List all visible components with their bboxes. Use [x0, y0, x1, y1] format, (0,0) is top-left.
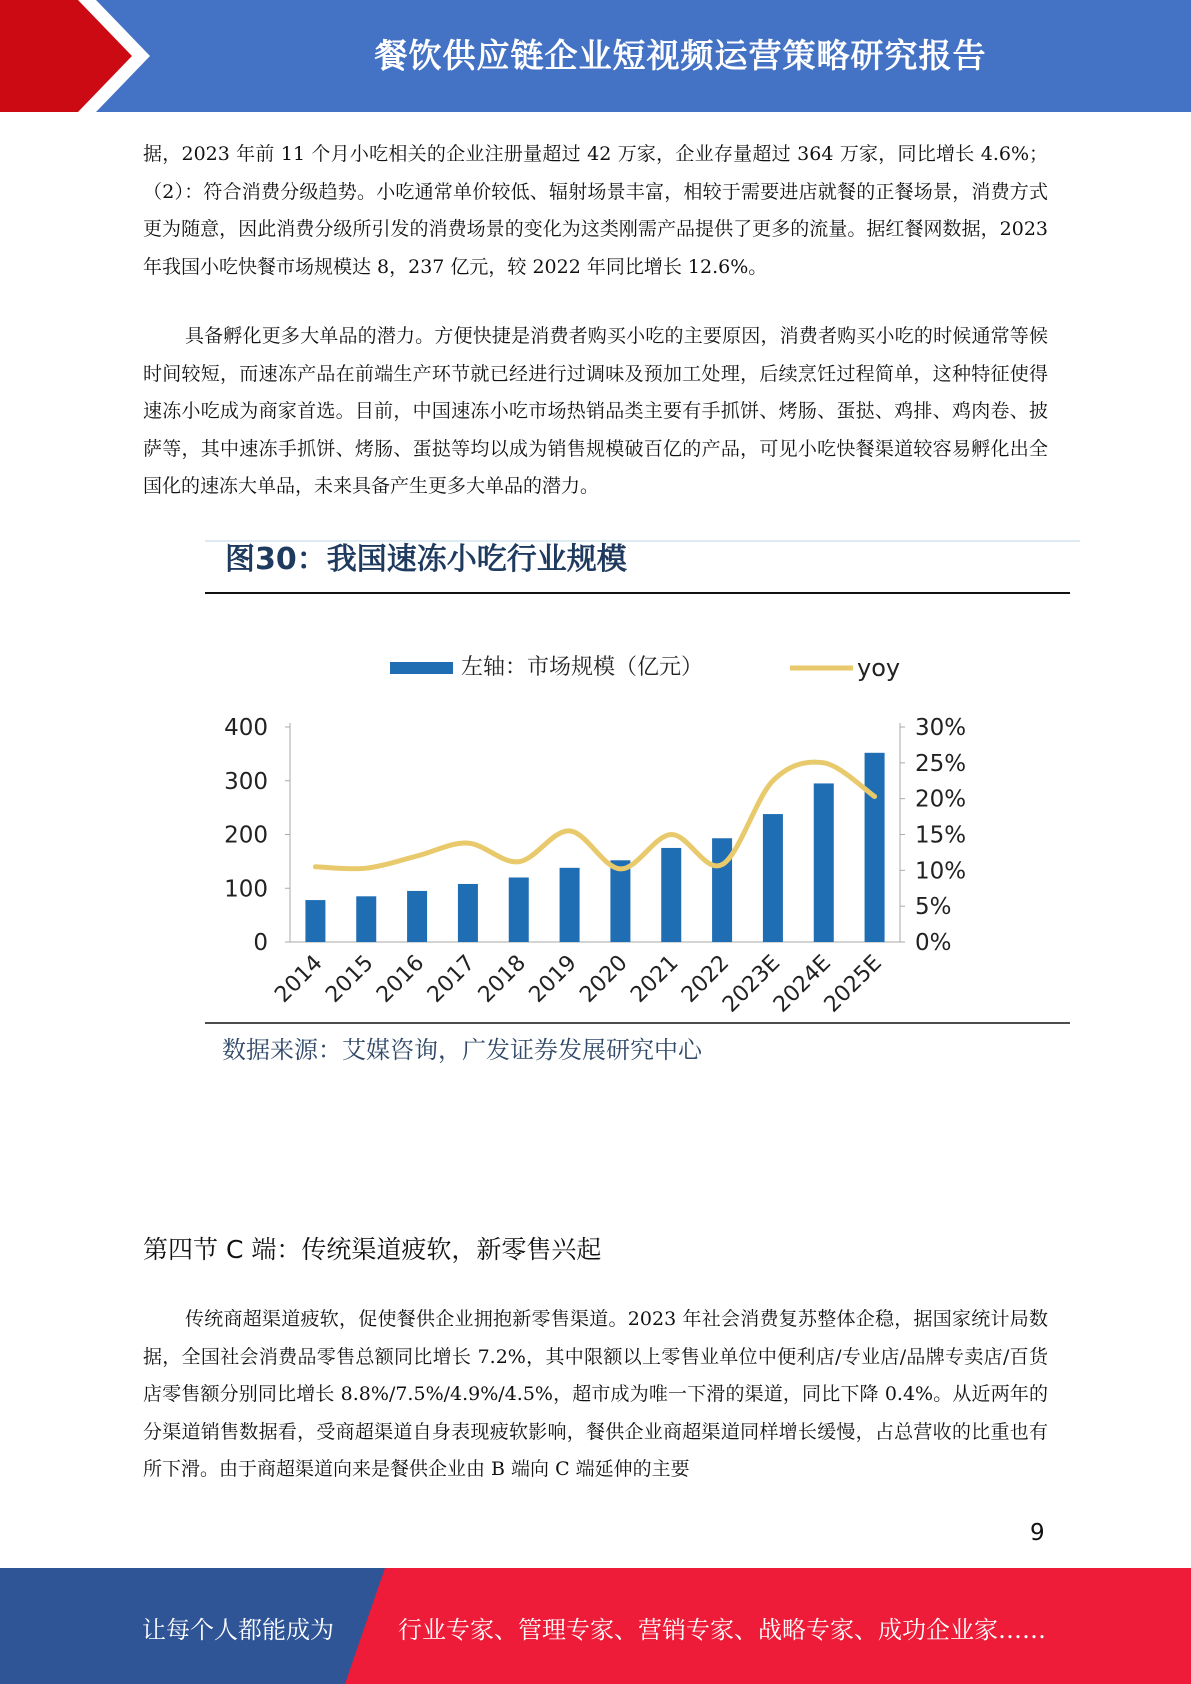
- x-tick-label: 2014: [270, 950, 328, 1008]
- footer-slogan: 让每个人都能成为: [142, 1616, 334, 1644]
- x-tick-label: 2025E: [819, 950, 887, 1018]
- section-heading: 第四节 C 端：传统渠道疲软，新零售兴起: [143, 1235, 602, 1264]
- bar: [610, 860, 630, 942]
- footer-roles: 行业专家、管理专家、营销专家、战略专家、成功企业家……: [398, 1616, 1046, 1644]
- bar: [509, 878, 529, 943]
- right-tick-label: 10%: [915, 858, 967, 885]
- left-tick-label: 200: [224, 822, 268, 849]
- paragraph-1: 据，2023 年前 11 个月小吃相关的企业注册量超过 42 万家，企业存量超过 364 万家，同比增长 4.6%；（2）：符合消费分级趋势。小吃通常单价较低、辐射场景丰富，相较于需要进店就餐的正餐场景，消费方式更为随意，因此消费分级所引发的消费场景的变化为这类刚需产品提供了更多的流量。据红餐网数据，2023 年我国小吃快餐市场规模达 8，237 亿元，较 2022 年同比增长 12.6%。: [143, 143, 1048, 278]
- legend-line-label: yoy: [857, 654, 901, 682]
- bar: [865, 753, 885, 942]
- yoy-line: [315, 762, 874, 869]
- x-tick-label: 2018: [473, 950, 531, 1008]
- left-tick-label: 400: [224, 715, 268, 741]
- x-tick-label: 2019: [524, 950, 582, 1008]
- chart-source: 数据来源：艾媒咨询，广发证券发展研究中心: [222, 1036, 702, 1064]
- page-footer: [0, 1568, 1191, 1684]
- right-tick-label: 0%: [915, 930, 952, 956]
- left-tick-label: 100: [224, 876, 268, 903]
- left-tick-label: 300: [224, 768, 268, 795]
- bar: [814, 783, 834, 942]
- bar: [661, 848, 681, 942]
- x-tick-label: 2017: [422, 950, 481, 1008]
- chart-figure: [190, 535, 1080, 1075]
- right-tick-label: 20%: [915, 786, 967, 813]
- legend-bar-swatch: [390, 662, 453, 674]
- bar: [763, 814, 783, 942]
- bar: [712, 838, 732, 942]
- right-tick-label: 15%: [915, 822, 967, 849]
- page-number: 9: [1030, 1520, 1045, 1546]
- right-tick-label: 25%: [915, 750, 967, 777]
- bar: [407, 891, 427, 942]
- chart-svg: [190, 535, 1080, 1075]
- page-header: [0, 0, 1191, 112]
- bar: [305, 900, 325, 942]
- right-tick-label: 5%: [915, 894, 952, 921]
- x-tick-label: 2023E: [718, 950, 786, 1018]
- x-tick-label: 2020: [575, 950, 633, 1008]
- legend-bar-label: 左轴：市场规模（亿元）: [461, 655, 704, 680]
- left-tick-label: 0: [253, 930, 268, 956]
- paragraph-3: 传统商超渠道疲软，促使餐供企业拥抱新零售渠道。2023 年社会消费复苏整体企稳，据国家统计局数据，全国社会消费品零售总额同比增长 7.2%，其中限额以上零售业单位中便利店/专业店/品牌专卖店/百货店零售额分别同比增长 8.8%/7.5%/4.9%/4.5%，超市成为唯一下滑的渠道，同比下降 0.4%。从近两年的分渠道销售数据看，受商超渠道自身表现疲软影响，餐供企业商超渠道同样增长缓慢，占总营收的比重也有所下滑。由于商超渠道向来是餐供企业由 B 端向 C 端延伸的主要: [143, 1308, 1048, 1480]
- bar: [356, 896, 376, 942]
- x-tick-label: 2021: [626, 950, 684, 1008]
- bar: [560, 868, 580, 942]
- bar: [458, 884, 478, 942]
- x-tick-label: 2024E: [768, 950, 836, 1018]
- x-tick-label: 2015: [321, 950, 379, 1008]
- chart-title: 图30：我国速冻小吃行业规模: [225, 542, 627, 577]
- paragraph-2: 具备孵化更多大单品的潜力。方便快捷是消费者购买小吃的主要原因，消费者购买小吃的时候通常等候时间较短，而速冻产品在前端生产环节就已经进行过调味及预加工处理，后续烹饪过程简单，这种特征使得速冻小吃成为商家首选。目前，中国速冻小吃市场热销品类主要有手抓饼、烤肠、蛋挞、鸡排、鸡肉卷、披萨等，其中速冻手抓饼、烤肠、蛋挞等均以成为销售规模破百亿的产品，可见小吃快餐渠道较容易孵化出全国化的速冻大单品，未来具备产生更多大单品的潜力。: [143, 325, 1048, 497]
- x-tick-label: 2022: [677, 950, 735, 1008]
- x-tick-label: 2016: [372, 950, 430, 1008]
- right-tick-label: 30%: [915, 715, 967, 741]
- plot-area: [224, 715, 966, 1018]
- header-title: 餐饮供应链企业短视频运营策略研究报告: [374, 36, 987, 75]
